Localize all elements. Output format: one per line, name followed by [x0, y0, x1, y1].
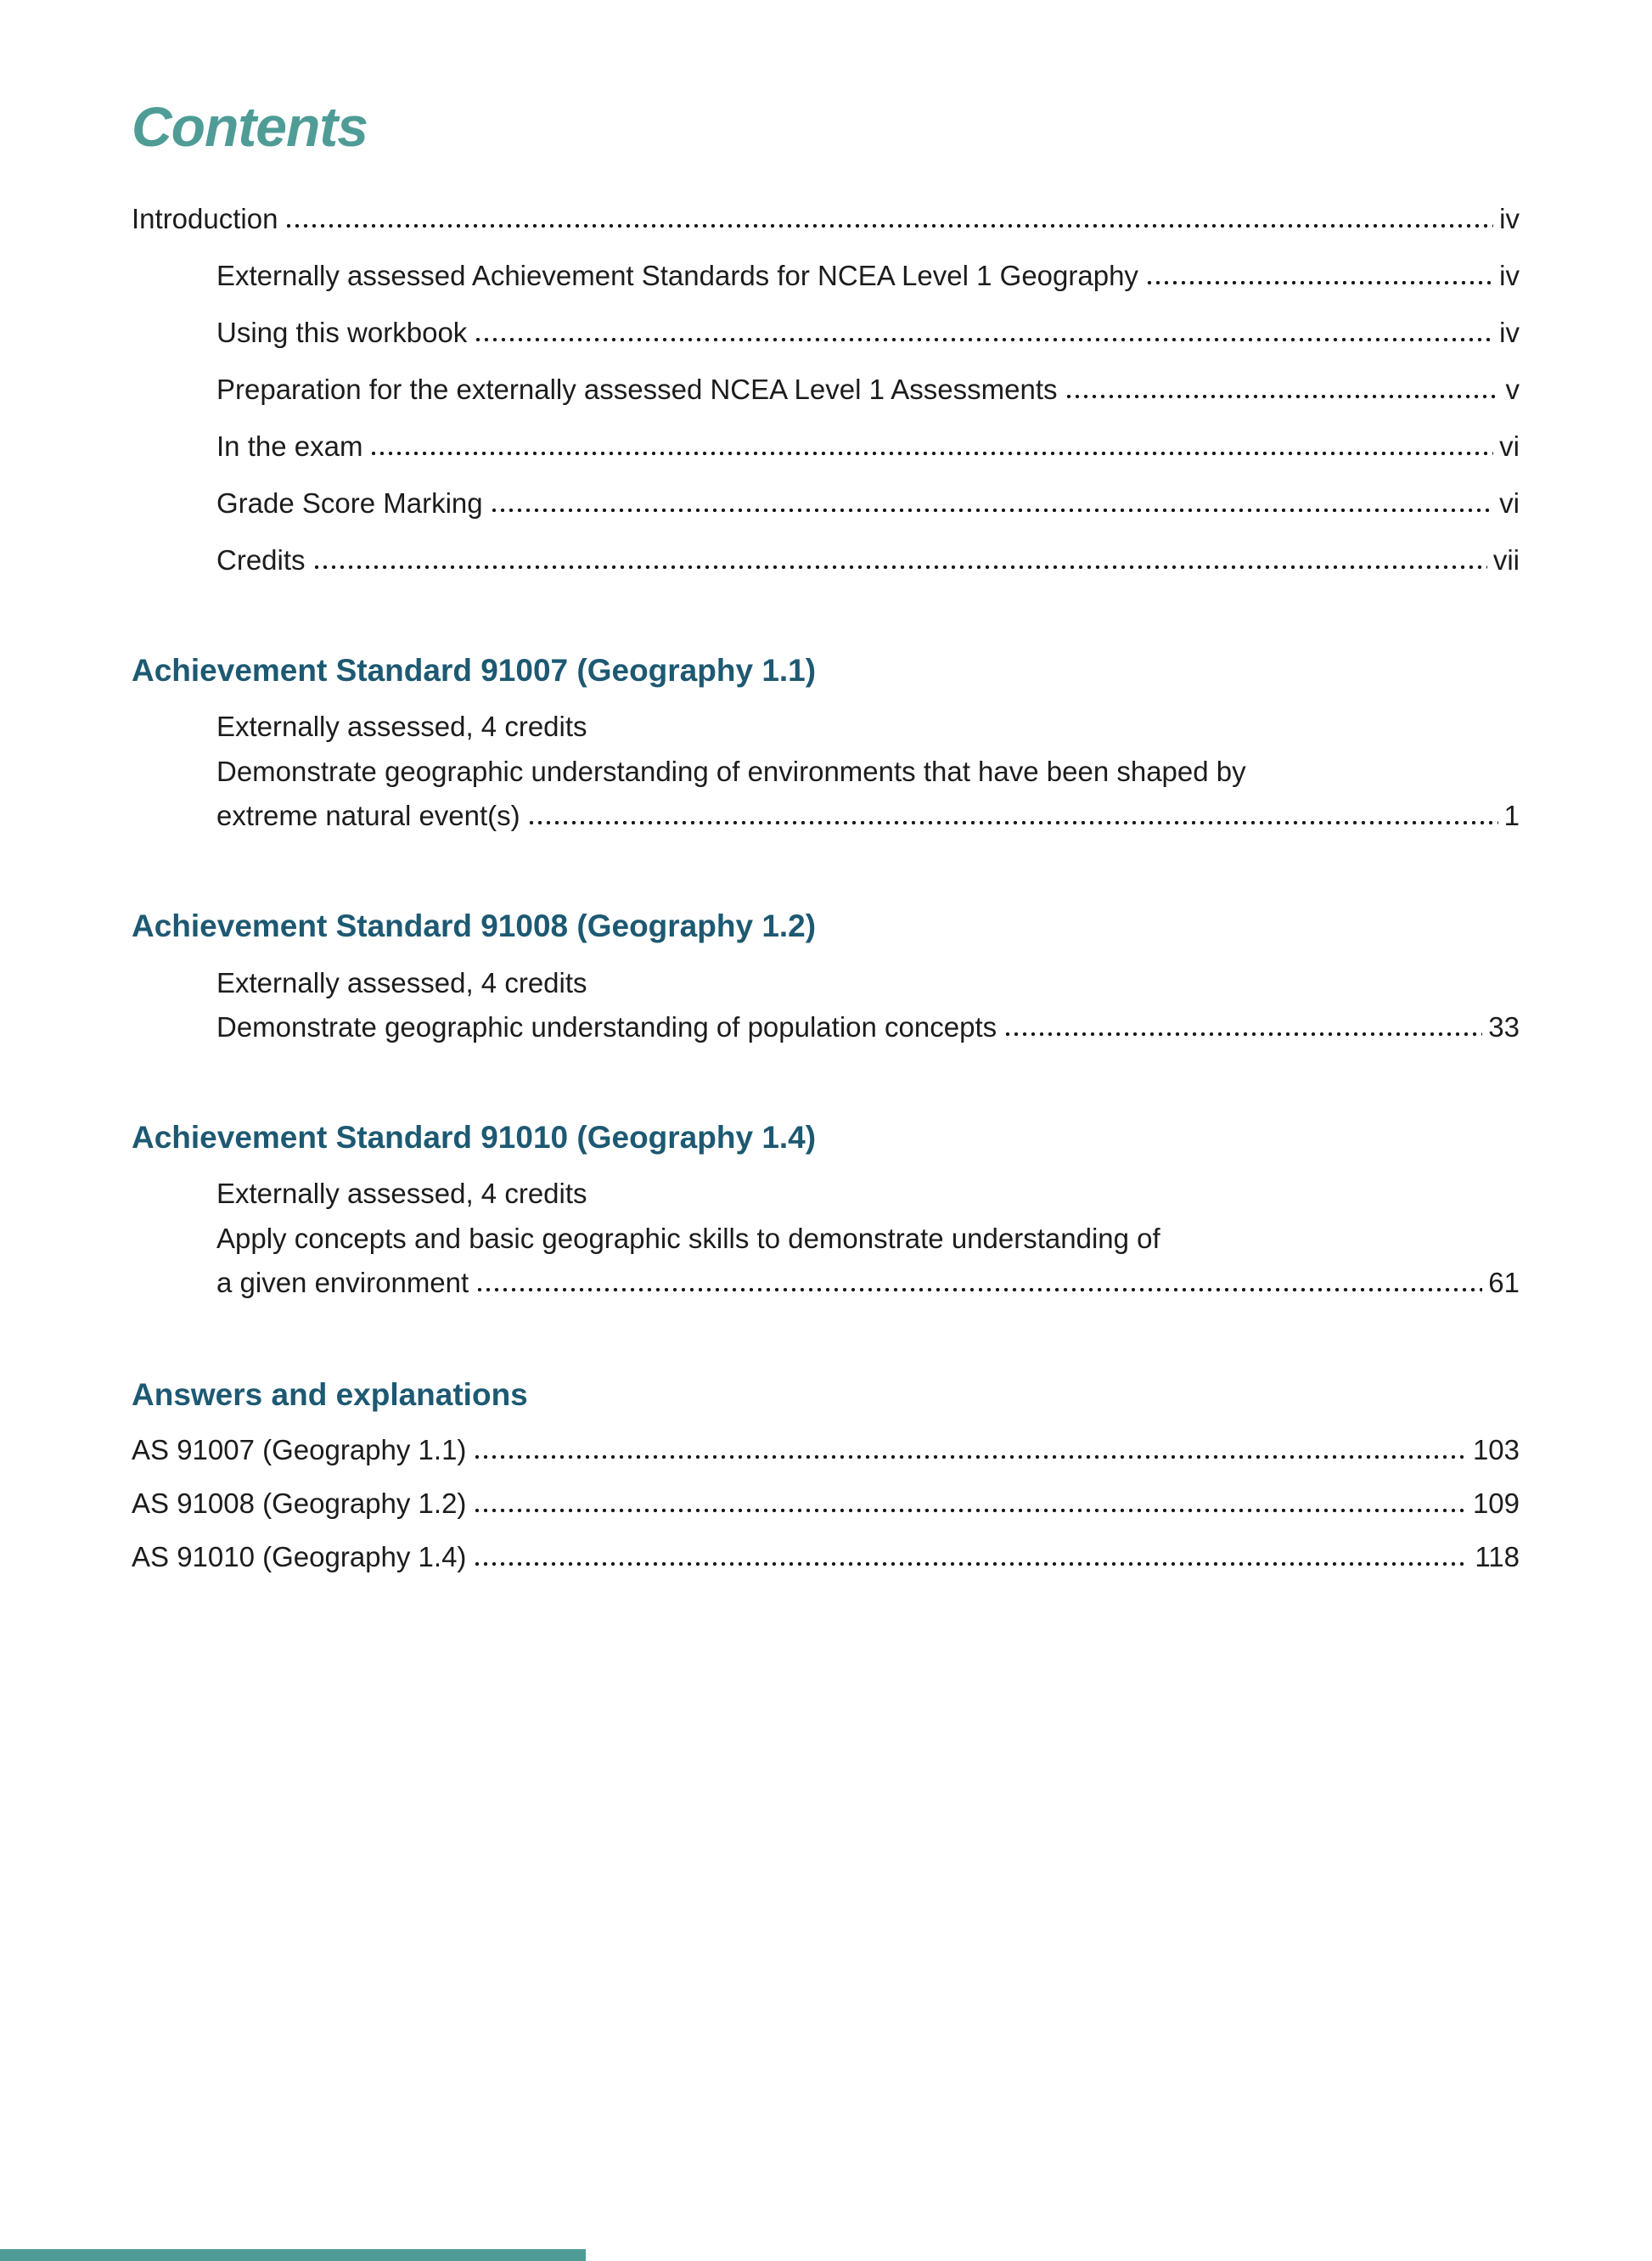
- section-description-line2-row: [132, 1266, 1520, 1300]
- toc-page-number: iv: [1499, 260, 1520, 291]
- toc-entry-answers-91007: [132, 1433, 1520, 1467]
- section-achievement-standard-91008: [132, 908, 1520, 1043]
- toc-page-number: vii: [1492, 544, 1520, 576]
- section-achievement-standard-91010: [132, 1119, 1520, 1300]
- section-heading: Achievement Standard 91007 (Geography 1.1): [132, 653, 817, 688]
- toc-page-number: 1: [1503, 800, 1520, 832]
- dotted-leader: [528, 818, 1498, 827]
- toc-page-number: 118: [1475, 1540, 1520, 1572]
- dotted-leader: [475, 335, 1493, 344]
- section-description-line1: Demonstrate geographic understanding of environments that have been shaped by: [216, 756, 1246, 788]
- section-credits-line: Externally assessed, 4 credits: [216, 966, 587, 998]
- section-credits-line: Externally assessed, 4 credits: [216, 1178, 587, 1210]
- toc-page-number: 33: [1488, 1010, 1520, 1043]
- toc-entry-introduction: [132, 202, 1520, 236]
- toc-entry-label: AS 91010 (Geography 1.4): [132, 1540, 467, 1572]
- page-title: Contents: [132, 95, 368, 158]
- toc-entry-in-the-exam: [132, 430, 1520, 464]
- section-achievement-standard-91007: [132, 652, 1520, 833]
- toc-entry-preparation: [132, 373, 1520, 407]
- dotted-leader: [474, 1453, 1467, 1461]
- toc-entry-label: AS 91007 (Geography 1.1): [132, 1433, 467, 1465]
- toc-page-number: v: [1505, 374, 1520, 405]
- section-heading: Achievement Standard 91008 (Geography 1.2): [132, 908, 817, 944]
- dotted-leader: [476, 1285, 1482, 1294]
- toc-page-number: 61: [1488, 1267, 1520, 1299]
- toc-entry-label: In the exam: [216, 430, 363, 462]
- toc-entry-label: Credits: [216, 544, 306, 576]
- dotted-leader: [1065, 392, 1500, 401]
- section-credits-line: Externally assessed, 4 credits: [216, 711, 587, 743]
- toc-page-number: vi: [1499, 430, 1520, 462]
- toc-entry-credits: [132, 543, 1520, 577]
- toc-page-number: 109: [1472, 1487, 1520, 1519]
- toc-page-number: vi: [1499, 487, 1520, 519]
- toc-entry-label: Using this workbook: [216, 317, 468, 348]
- answers-and-explanations-block: [132, 1376, 1520, 1573]
- section-description-line1: Apply concepts and basic geographic skills to demonstrate understanding of: [216, 1223, 1160, 1255]
- section-description-line2: a given environment: [216, 1267, 469, 1299]
- toc-entry-label: AS 91008 (Geography 1.2): [132, 1487, 467, 1519]
- section-description-line2-row: [132, 799, 1520, 833]
- footer-accent-bar: [0, 2249, 586, 2261]
- toc-entry-label: Grade Score Marking: [216, 487, 483, 519]
- dotted-leader: [491, 506, 1494, 515]
- toc-page-number: 103: [1472, 1433, 1520, 1465]
- dotted-leader: [474, 1560, 1469, 1568]
- toc-page-number: iv: [1499, 317, 1520, 348]
- dotted-leader: [1146, 278, 1493, 287]
- section-description-line2: Demonstrate geographic understanding of population concepts: [216, 1010, 997, 1043]
- intro-toc-block: [132, 202, 1520, 577]
- toc-page-number: iv: [1499, 203, 1520, 234]
- toc-entry-externally-assessed: [132, 259, 1520, 293]
- toc-entry-answers-91008: [132, 1487, 1520, 1521]
- toc-entry-label: Externally assessed Achievement Standards for NCEA Level 1 Geography: [216, 260, 1138, 291]
- toc-entry-label: Preparation for the externally assessed NCEA Level 1 Assessments: [216, 374, 1058, 405]
- section-description-line2: extreme natural event(s): [216, 800, 520, 832]
- section-description-line2-row: [132, 1010, 1520, 1044]
- toc-entry-answers-91010: [132, 1540, 1520, 1574]
- dotted-leader: [370, 449, 1493, 458]
- dotted-leader: [285, 222, 1493, 230]
- section-heading: Achievement Standard 91010 (Geography 1.4): [132, 1119, 817, 1155]
- answers-heading: Answers and explanations: [132, 1377, 528, 1413]
- toc-entry-label: Introduction: [132, 203, 278, 234]
- toc-entry-using-workbook: [132, 316, 1520, 350]
- dotted-leader: [1004, 1030, 1482, 1038]
- toc-entry-grade-score-marking: [132, 487, 1520, 520]
- dotted-leader: [313, 563, 1487, 571]
- dotted-leader: [474, 1506, 1467, 1515]
